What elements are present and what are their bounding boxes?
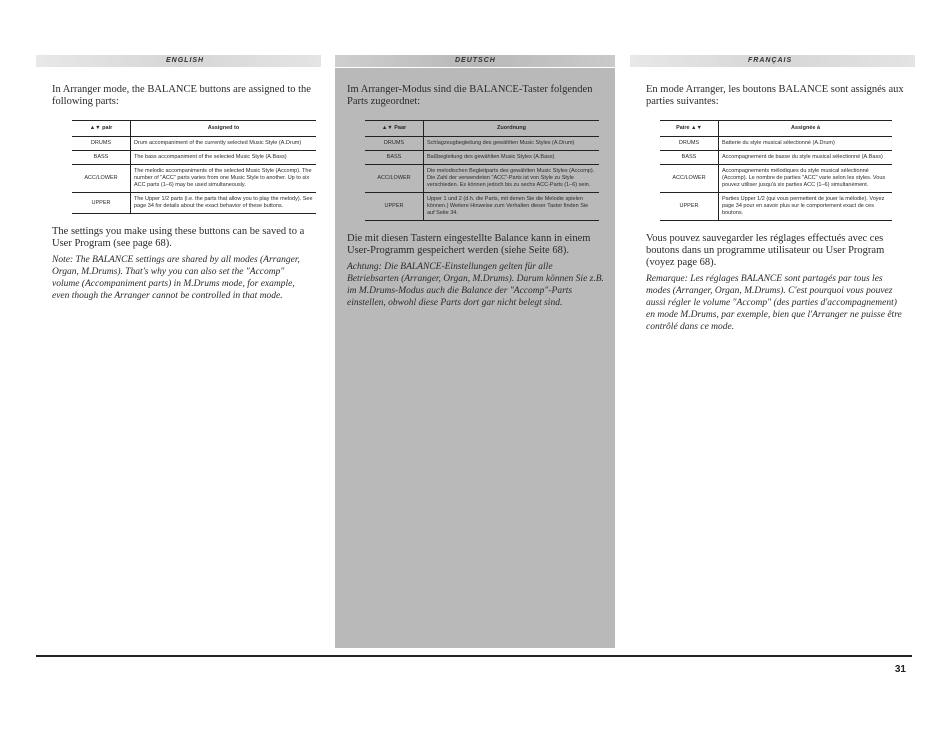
footer-rule <box>36 655 912 657</box>
column-header-assigned: Zuordnung <box>424 121 600 137</box>
table-row <box>365 137 599 151</box>
deutsch-header-band <box>335 55 615 67</box>
english-balance-table <box>72 120 316 214</box>
note-label: Remarque: <box>646 274 688 284</box>
francais-balance-table <box>660 120 892 221</box>
assigned-cell: Accompagnements mélodiques du style musical sélectionné (Accomp). Le nombre de parties "ACC" varie selon les styles. Vous pouvez utiliser jusqu'à six parties ACC (1–6) simultanément. <box>719 165 893 193</box>
table-row <box>72 151 316 165</box>
table-row <box>660 151 892 165</box>
pair-cell: UPPER <box>365 193 424 221</box>
assigned-cell: Parties Upper 1/2 (qui vous permettent de jouer la mélodie). Voyez page 34 pour en savoir plus sur le comportement exact de ces boutons. <box>719 193 893 221</box>
english-note <box>52 254 314 302</box>
deutsch-column <box>347 84 605 309</box>
column-header-pair: ▲▼ Paar <box>365 121 424 137</box>
pair-cell: ACC/LOWER <box>660 165 719 193</box>
table-row <box>365 193 599 221</box>
english-header-label: ENGLISH <box>166 57 205 64</box>
pair-cell: ACC/LOWER <box>365 165 424 193</box>
english-column <box>52 84 314 302</box>
note-label: Achtung: <box>347 262 382 272</box>
francais-intro: En mode Arranger, les boutons BALANCE sont assignés aux parties suivantes: <box>646 84 904 107</box>
column-header-assigned: Assignée à <box>719 121 893 137</box>
assigned-cell: Schlagzeugbegleitung des gewählten Music Styles (A.Drum) <box>424 137 600 151</box>
page-number: 31 <box>894 664 906 675</box>
table-row <box>660 165 892 193</box>
deutsch-note <box>347 261 605 309</box>
assigned-cell: Drum accompaniment of the currently selected Music Style (A.Drum) <box>131 137 317 151</box>
english-body: The settings you make using these buttons can be saved to a User Program (see page 68). <box>52 226 305 249</box>
column-header-pair: Paire ▲▼ <box>660 121 719 137</box>
pair-cell: UPPER <box>72 193 131 214</box>
table-row <box>365 151 599 165</box>
column-header-assigned: Assigned to <box>131 121 317 137</box>
pair-cell: BASS <box>72 151 131 165</box>
assigned-cell: Die melodischen Begleitparts des gewählten Music Styles (Accomp). Die Zahl der verwendeten "ACC"-Parts ist von Style zu Style verschieden. Es können jedoch bis zu sechs ACC-Parts (1–6) sein. <box>424 165 600 193</box>
assigned-cell: Upper 1 und 2 (d.h. die Parts, mit denen Sie die Melodie spielen können.) Weitere Hinweise zum Verhalten dieser Taster finden Sie auf Seite 34. <box>424 193 600 221</box>
pair-cell: ACC/LOWER <box>72 165 131 193</box>
assigned-cell: Batterie du style musical sélectionné (A.Drum) <box>719 137 893 151</box>
pair-cell: DRUMS <box>72 137 131 151</box>
francais-body: Vous pouvez sauvegarder les réglages effectués avec ces boutons dans un programme utilisateur ou User Program (voyez page 68). <box>646 233 885 268</box>
table-row <box>660 193 892 221</box>
table-row <box>72 137 316 151</box>
table-header-row <box>365 121 599 137</box>
francais-header-label: FRANÇAIS <box>748 57 793 64</box>
assigned-cell: Accompagnement de basse du style musical sélectionné (A.Bass) <box>719 151 893 165</box>
assigned-cell: The bass accompaniment of the selected Music Style (A.Bass) <box>131 151 317 165</box>
francais-note <box>646 273 908 333</box>
table-header-row <box>72 121 316 137</box>
pair-cell: DRUMS <box>660 137 719 151</box>
column-header-pair: ▲▼ pair <box>72 121 131 137</box>
assigned-cell: The Upper 1/2 parts (i.e. the parts that allow you to play the melody). See page 34 for details about the exact behavior of these buttons. <box>131 193 317 214</box>
english-header-band <box>36 55 321 67</box>
francais-header-band <box>630 55 915 67</box>
table-row <box>660 137 892 151</box>
deutsch-balance-table <box>365 120 599 221</box>
pair-cell: DRUMS <box>365 137 424 151</box>
assigned-cell: The melodic accompaniments of the selected Music Style (Accomp). The number of "ACC" parts varies from one Music Style to another. Up to six ACC parts (1–6) may be used simultaneously. <box>131 165 317 193</box>
english-intro: In Arranger mode, the BALANCE buttons are assigned to the following parts: <box>52 84 311 107</box>
pair-cell: BASS <box>660 151 719 165</box>
deutsch-intro: Im Arranger-Modus sind die BALANCE-Taster folgenden Parts zugeordnet: <box>347 84 593 107</box>
table-header-row <box>660 121 892 137</box>
note-label: Note: <box>52 255 74 265</box>
assigned-cell: Baßbegleitung des gewählten Music Styles (A.Bass) <box>424 151 600 165</box>
deutsch-body: Die mit diesen Tastern eingestellte Balance kann in einem User-Programm gespeichert werden (siehe Seite 68). <box>347 233 591 256</box>
francais-column <box>646 84 908 333</box>
pair-cell: UPPER <box>660 193 719 221</box>
pair-cell: BASS <box>365 151 424 165</box>
table-row <box>365 165 599 193</box>
note-text: The BALANCE settings are shared by all modes (Arranger, Organ, M.Drums). That's why you can also set the "Accomp" volume (Accompaniment parts) in M.Drums mode, for example, even though the Arranger cannot be controlled in that mode. <box>52 255 300 301</box>
note-text: Les réglages BALANCE sont partagés par tous les modes (Arranger, Organ, M.Drums). C'est pourquoi vous pouvez aussi régler le volume "Accomp" (des parties d'accompagnement) en mode M.Drums, par exemple, bien que l'Arranger ne puisse être contrôlé dans ce mode. <box>646 274 902 332</box>
deutsch-header-label: DEUTSCH <box>455 57 496 64</box>
table-row <box>72 165 316 193</box>
note-text: Die BALANCE-Einstellungen gelten für alle Betriebsarten (Arranger, Organ, M.Drums). Darum können Sie z.B. im M.Drums-Modus auch die Balance der "Accomp"-Parts einstellen, obwohl diese Parts dort gar nicht belegt sind. <box>347 262 604 308</box>
table-row <box>72 193 316 214</box>
